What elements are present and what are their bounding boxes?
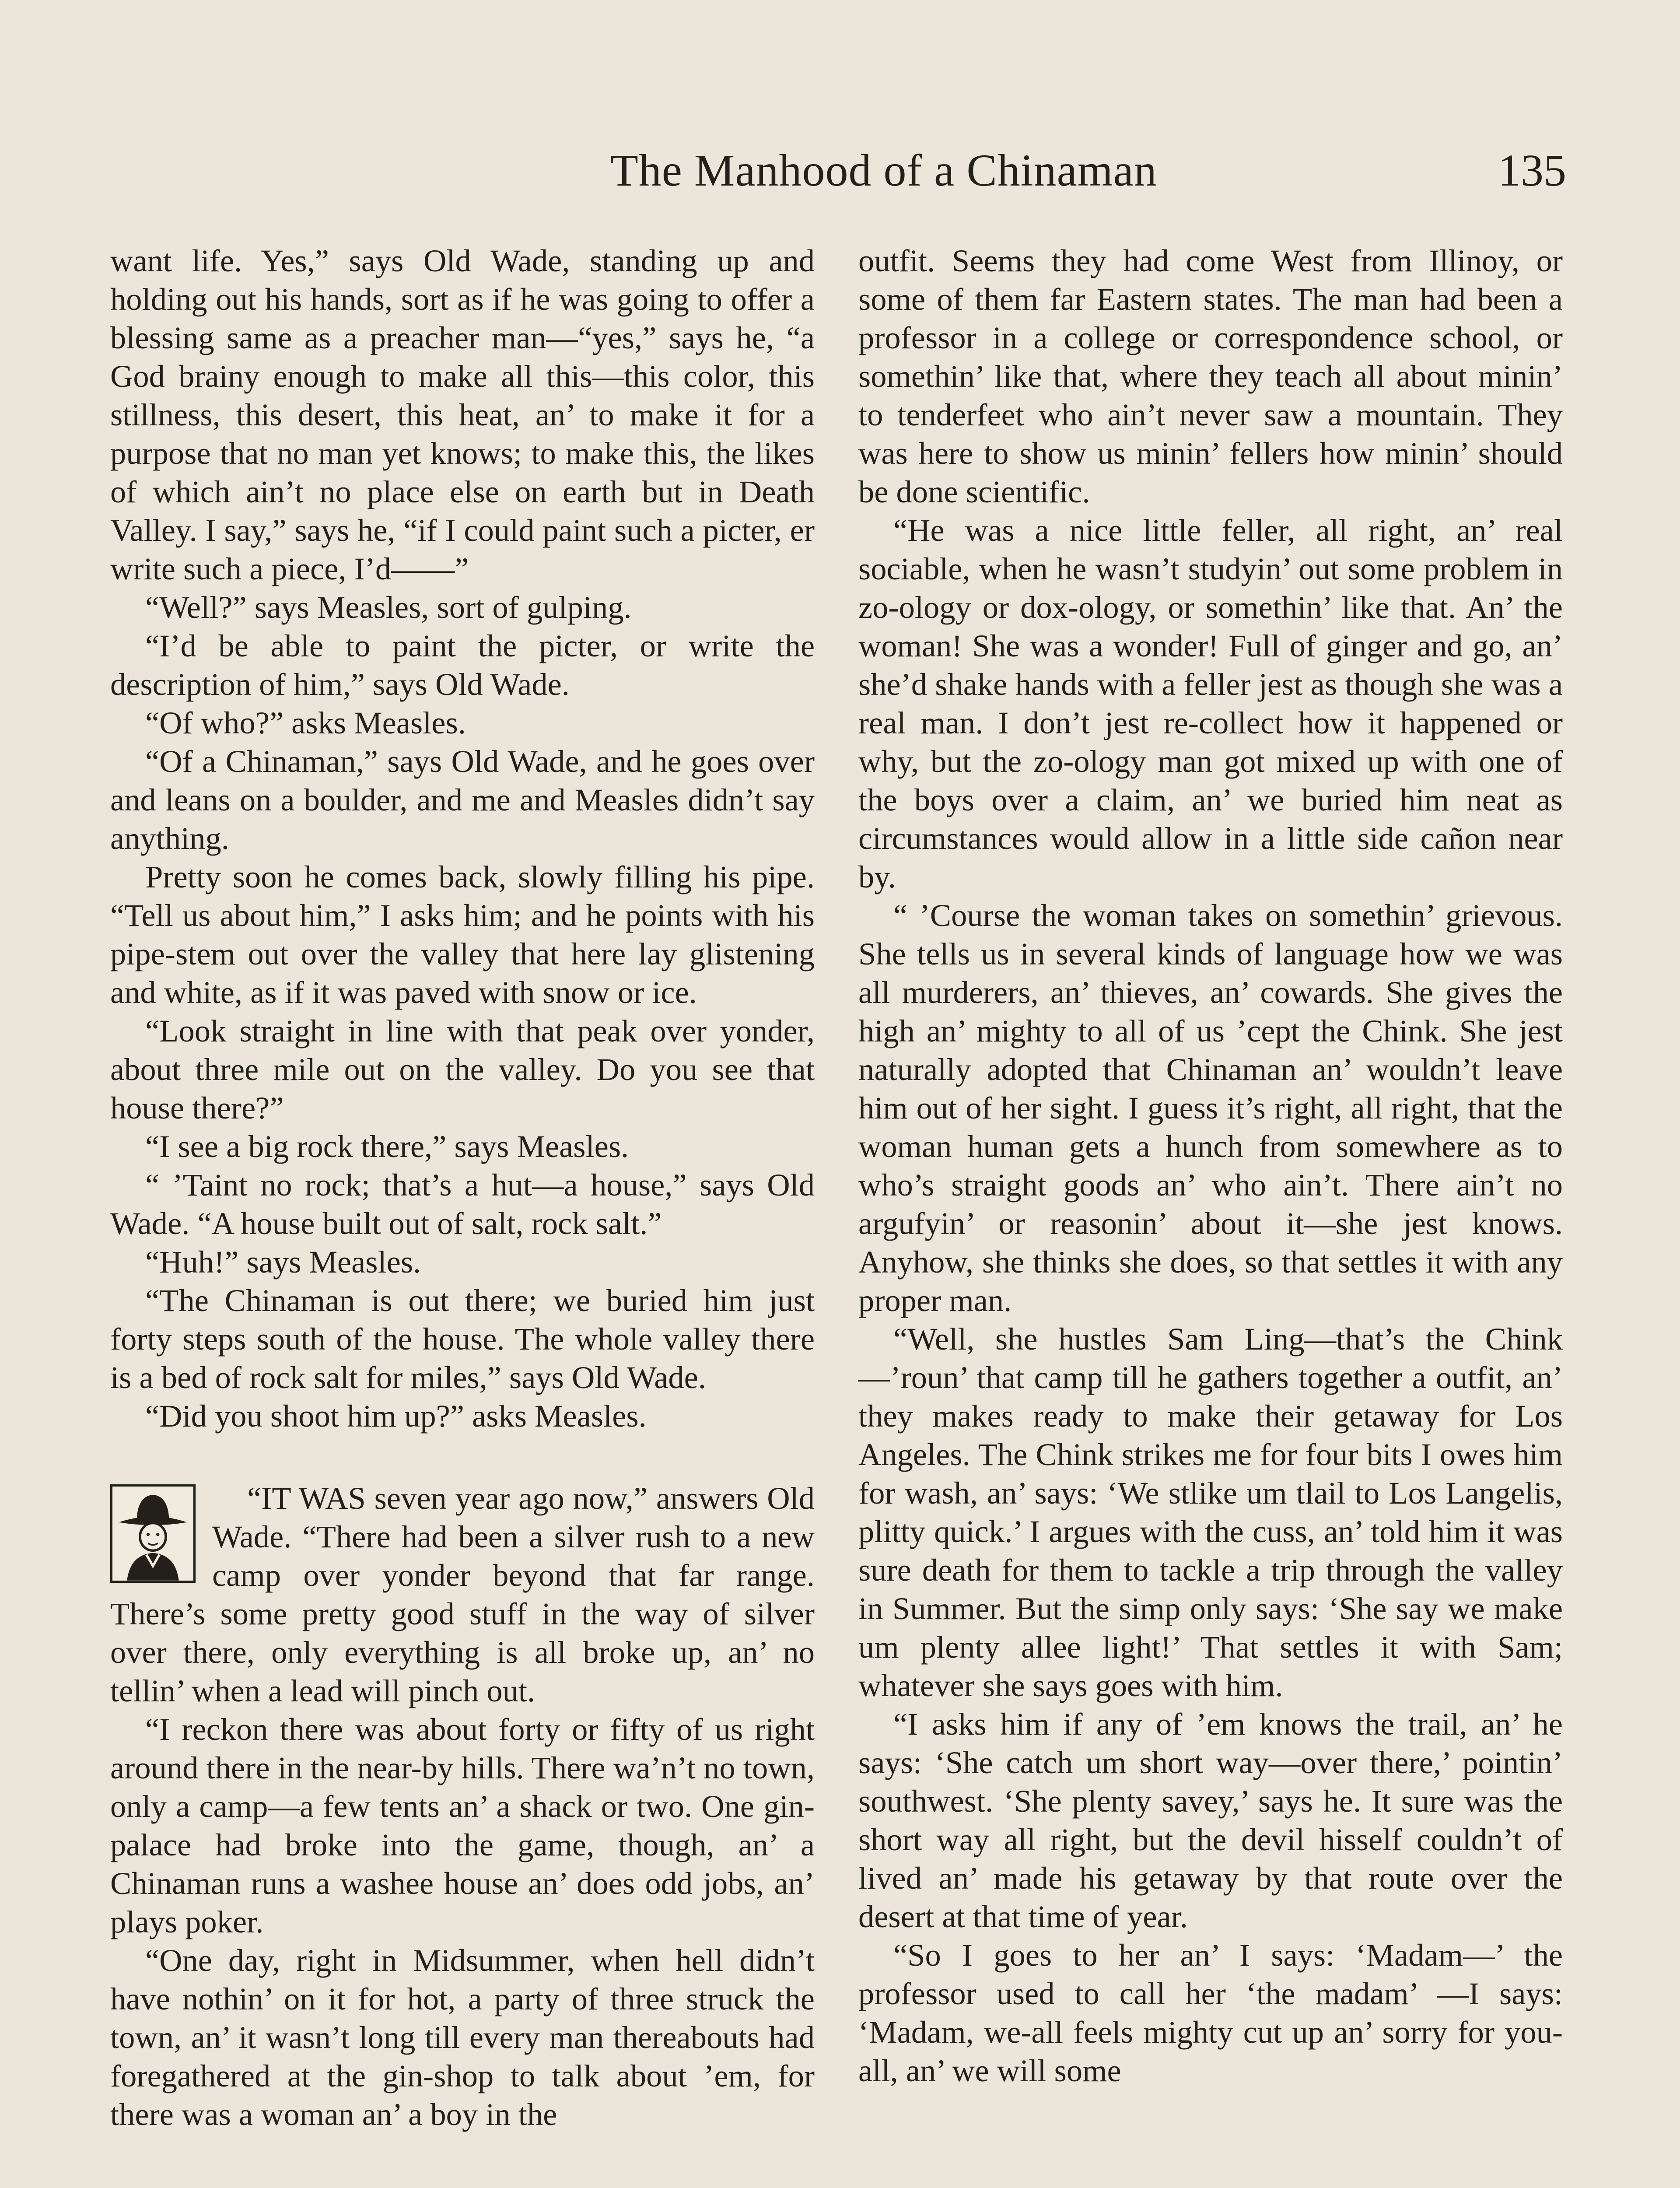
paragraph: want life. Yes,” says Old Wade, standing up and holding out his hands, sort as if he was going to offer a blessing same as a preacher man—“yes,” says he, “a God brainy enough to make all this—this color, this stillness, this desert, this heat, an’ to make it for a purpose that no man yet knows; to make this, the likes of which ain’t no place else on earth but in Death Valley. I say,” says he, “if I could paint such a picter, er write such a piece, I’d——” [110,243,815,586]
paragraph: “Did you shoot him up?” asks Measles. [145,1398,647,1434]
paragraph: “I reckon there was about forty or fifty of us right around there in the near-by hills. There wa’n’t no town, only a camp—a few tents an’ a shack or two. One gin-palace had broke into the game, though, an’ a Chinaman runs a washee house an’ does odd jobs, an’ plays poker. [110,1711,815,1939]
paragraph: outfit. Seems they had come West from Illinoy, or some of them far Eastern states. The man had been a professor in a college or correspondence school, or somethin’ like that, where they teach all about minin’ to tenderfeet who ain’t never saw a mountain. They was here to show us minin’ fellers how minin’ should be done scientific. [858,243,1563,509]
paragraph: “The Chinaman is out there; we buried him just forty steps south of the house. The whole valley there is a bed of rock salt for miles,” says Old Wade. [110,1283,815,1395]
left-column [110,242,815,2188]
paragraph: “Look straight in line with that peak over yonder, about three mile out on the valley. Do you see that house there?” [110,1013,815,1126]
paragraph: “One day, right in Midsummer, when hell didn’t have nothin’ on it for hot, a party of three struck the town, an’ it wasn’t long till every man thereabouts had foregathered at the gin-shop to talk about ’em, for there was a woman an’ a boy in the [110,1943,815,2132]
cowboy-portrait-icon [110,1484,196,1583]
paragraph: “I see a big rock there,” says Measles. [145,1129,629,1164]
paragraph: “So I goes to her an’ I says: ‘Madam—’ the professor used to call her ‘the madam’ —I says: ‘Madam, we-all feels mighty cut up an’ sorry for you-all, an’ we will some [858,1937,1563,2088]
paragraph: “Well?” says Measles, sort of gulping. [145,589,632,625]
paragraph: “IT WAS seven year ago now,” answers Old Wade. “There had been a silver rush to a new camp over yonder beyond that far range. There’s some pretty good stuff in the way of silver over there, only everything is all broke up, an’ no tellin’ when a lead will pinch out. [110,1480,815,1708]
paragraph: “ ’Course the woman takes on somethin’ grievous. She tells us in several kinds of language how we was all murderers, an’ thieves, an’ cowards. She gives the high an’ mighty to all of us ’cept the Chink. She jest naturally adopted that Chinaman an’ wouldn’t leave him out of her sight. I guess it’s right, all right, that the woman human gets a hunch from somewhere as to who’s straight goods an’ who ain’t. There ain’t no argufyin’ or reasonin’ about it—she jest knows. Anyhow, she thinks she does, so that settles it with any proper man. [858,898,1563,1318]
page-number: 135 [1498,145,1566,196]
paragraph: “Huh!” says Measles. [145,1244,421,1280]
paragraph: “I’d be able to paint the picter, or write the description of him,” says Old Wade. [110,628,815,702]
paragraph: “Of a Chinaman,” says Old Wade, and he goes over and leans on a boulder, and me and Measles didn’t say anything. [110,743,815,856]
paragraph: “ ’Taint no rock; that’s a hut—a house,” says Old Wade. “A house built out of salt, rock salt.” [110,1167,815,1241]
paragraph: “I asks him if any of ’em knows the trail, an’ he says: ‘She catch um short way—over there,’ pointin’ southwest. ‘She plenty savey,’ says he. It sure was the short way all right, but the devil hisself couldn’t of lived an’ made his getaway by that route over the desert at that time of year. [858,1706,1563,1934]
paragraph: “Of who?” asks Measles. [145,705,466,740]
right-column [858,242,1563,2188]
paragraph: “He was a nice little feller, all right, an’ real sociable, when he wasn’t studyin’ out some problem in zo-ology or dox-ology, or somethin’ like that. An’ the woman! She was a wonder! Full of ginger and go, an’ she’d shake hands with a feller jest as though she was a real man. I don’t jest re-collect how it happened or why, but the zo-ology man got mixed up with one of the boys over a claim, an’ we buried him neat as circumstances would allow in a little side cañon near by. [858,512,1563,894]
running-head-title: The Manhood of a Chinaman [610,145,1157,196]
paragraph: Pretty soon he comes back, slowly filling his pipe. “Tell us about him,” I asks him; and he points with his pipe-stem out over the valley that here lay glistening and white, as if it was paved with snow or ice. [110,859,815,1010]
paragraph: “Well, she hustles Sam Ling—that’s the Chink—’roun’ that camp till he gathers together a outfit, an’ they makes ready to make their getaway for Los Angeles. The Chink strikes me for four bits I owes him for wash, an’ says: ‘We stlike um tlail to Los Langelis, plitty quick.’ I argues with the cuss, an’ told him it was sure death for them to tackle a trip through the valley in Summer. But the simp only says: ‘She say we make um plenty allee light!’ That settles it with Sam; whatever she says goes with him. [858,1321,1563,1703]
section-opening [110,1479,815,1710]
